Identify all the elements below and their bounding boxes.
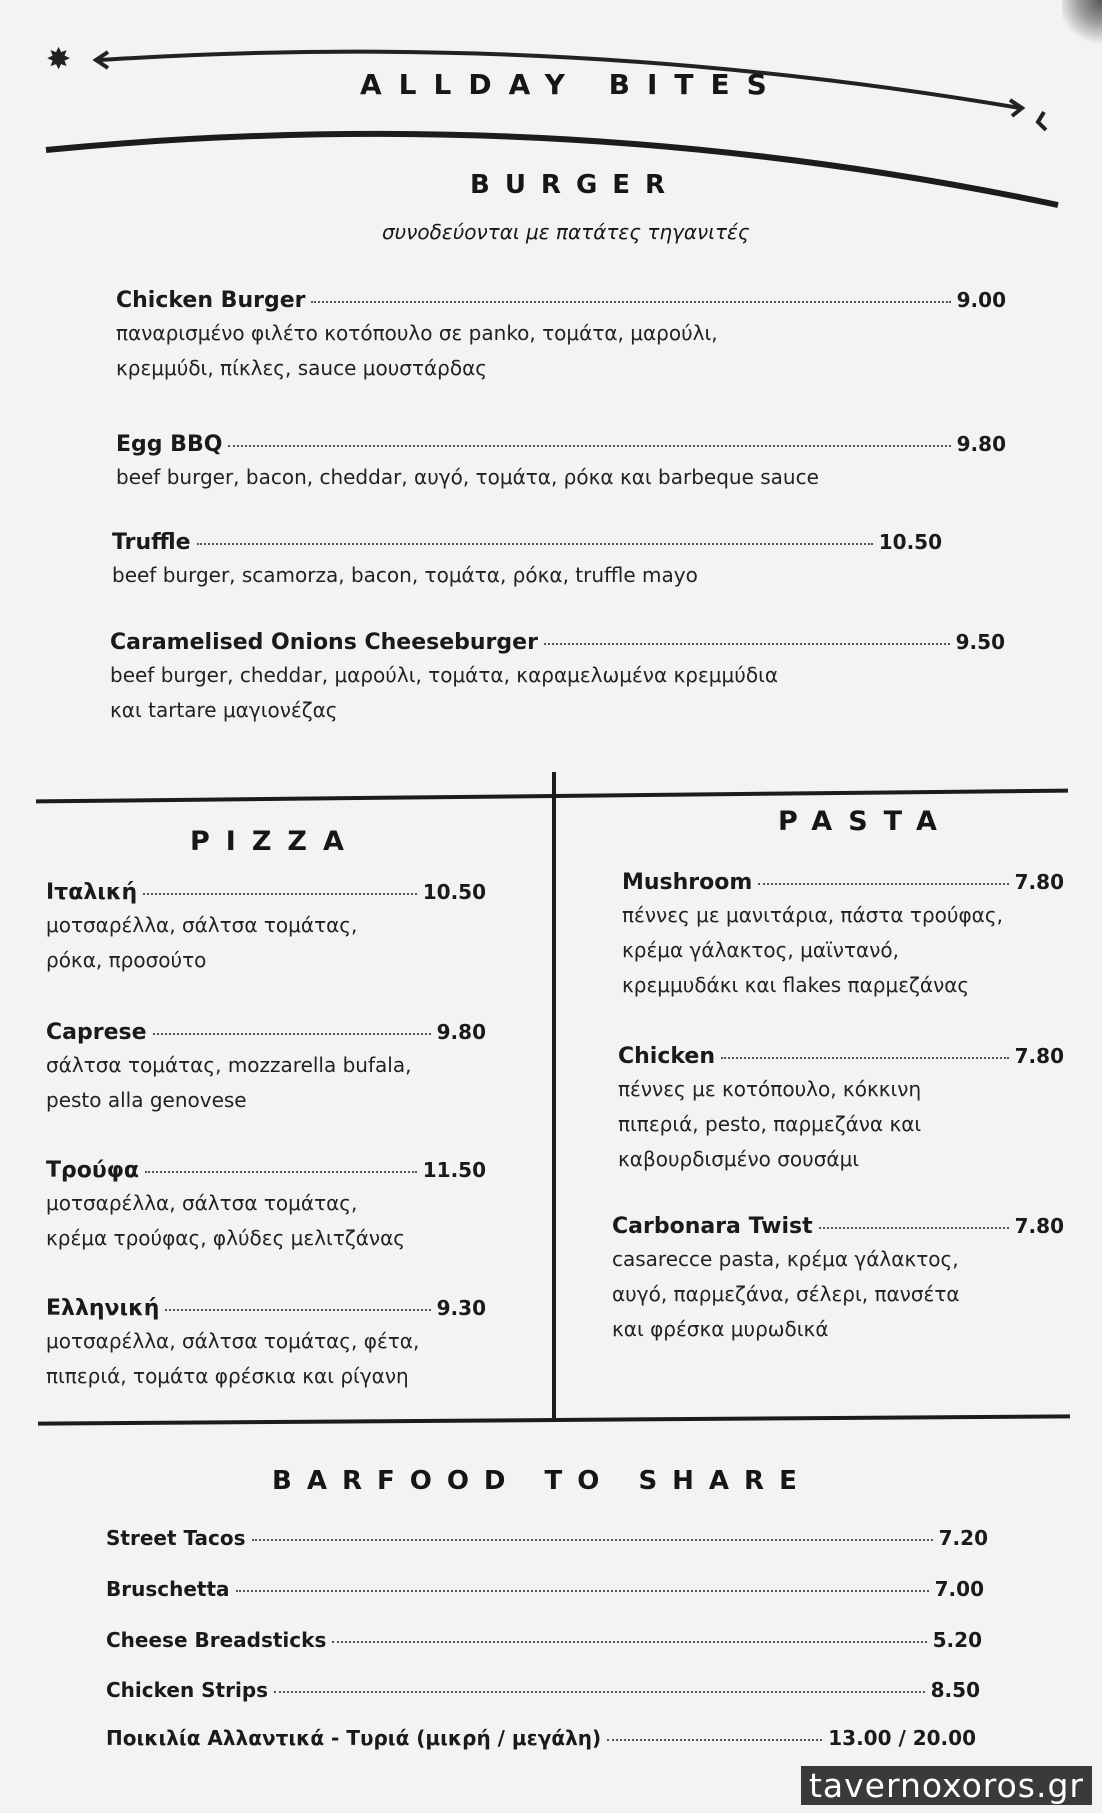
item-name: Caprese — [46, 1020, 147, 1045]
share-item — [106, 1577, 984, 1601]
desc-line-1: μοτσαρέλλα, σάλτσα τομάτας, — [46, 1191, 358, 1215]
burger-item — [116, 432, 1006, 495]
desc-line-2: κρέμα τρούφας, φλύδες μελιτζάνας — [46, 1226, 406, 1250]
burger-section-title: BURGER — [470, 170, 681, 200]
desc-line-1: beef burger, bacon, cheddar, αυγό, τομάτα, ρόκα και barbeque sauce — [116, 465, 819, 489]
dotted-leader — [607, 1739, 822, 1741]
item-price: 9.80 — [956, 432, 1006, 456]
item-price: 7.80 — [1014, 870, 1064, 894]
item-price: 9.80 — [436, 1020, 486, 1044]
star-icon: ✸ — [46, 42, 72, 77]
dotted-leader — [721, 1057, 1009, 1059]
item-name: Ελληνική — [46, 1296, 160, 1321]
share-item — [106, 1526, 988, 1550]
item-price: 11.50 — [422, 1158, 486, 1182]
item-name: Egg BBQ — [116, 432, 223, 457]
menu-title: ALLDAY BITES — [360, 68, 784, 101]
item-name: Chicken — [618, 1044, 716, 1069]
desc-line-1: παναρισμένο φιλέτο κοτόπουλο σε panko, τομάτα, μαρούλι, — [116, 321, 718, 345]
desc-line-2: πιπεριά, pesto, παρμεζάνα και — [618, 1112, 922, 1136]
desc-line-3: καβουρδισμένο σουσάμι — [618, 1147, 860, 1171]
item-description — [612, 1242, 1064, 1347]
item-description — [110, 658, 1005, 728]
item-price: 9.50 — [955, 630, 1005, 654]
pizza-item — [46, 1296, 486, 1394]
desc-line-2: πιπεριά, τομάτα φρέσκια και ρίγανη — [46, 1364, 409, 1388]
burger-item — [116, 288, 1006, 386]
item-price: 7.00 — [934, 1577, 984, 1601]
dotted-leader — [228, 445, 950, 447]
dotted-leader — [153, 1033, 431, 1035]
pasta-item — [612, 1214, 1064, 1347]
pizza-item — [46, 880, 486, 978]
dotted-leader — [252, 1539, 933, 1541]
desc-line-2: ρόκα, προσούτο — [46, 948, 207, 972]
pasta-item — [618, 1044, 1064, 1177]
dotted-leader — [197, 543, 873, 545]
desc-line-1: beef burger, cheddar, μαρούλι, τομάτα, καραμελωμένα κρεμμύδια — [110, 663, 779, 687]
desc-line-2: και tartare μαγιονέζας — [110, 698, 338, 722]
desc-line-2: pesto alla genovese — [46, 1088, 247, 1112]
desc-line-2: αυγό, παρμεζάνα, σέλερι, πανσέτα — [612, 1282, 960, 1306]
item-name: Ιταλική — [46, 880, 138, 905]
item-name: Caramelised Onions Cheeseburger — [110, 630, 538, 655]
share-item — [106, 1628, 982, 1652]
item-description — [618, 1072, 1064, 1177]
item-price: 10.50 — [878, 530, 942, 554]
desc-line-2: κρεμμύδι, πίκλες, sauce μουστάρδας — [116, 356, 488, 380]
item-price: 7.20 — [938, 1526, 988, 1550]
burger-item — [112, 530, 942, 593]
desc-line-1: πέννες με κοτόπουλο, κόκκινη — [618, 1077, 922, 1101]
barfood-section-title: BARFOOD TO SHARE — [272, 1466, 812, 1496]
desc-line-1: μοτσαρέλλα, σάλτσα τομάτας, φέτα, — [46, 1329, 420, 1353]
burger-subtitle: συνοδεύονται με πατάτες τηγανιτές — [382, 220, 750, 244]
dotted-leader — [143, 893, 417, 895]
item-name: Truffle — [112, 530, 191, 555]
dotted-leader — [145, 1171, 417, 1173]
desc-line-1: casarecce pasta, κρέμα γάλακτος, — [612, 1247, 959, 1271]
dotted-leader — [819, 1227, 1009, 1229]
dotted-leader — [165, 1309, 430, 1311]
dotted-leader — [332, 1641, 926, 1643]
column-divider — [552, 772, 556, 1422]
site-watermark: tavernoxoros.gr — [801, 1766, 1092, 1805]
desc-line-3: και φρέσκα μυρωδικά — [612, 1317, 829, 1341]
item-price: 5.20 — [932, 1628, 982, 1652]
share-item — [106, 1678, 980, 1702]
dotted-leader — [236, 1590, 929, 1592]
item-price: 9.30 — [436, 1296, 486, 1320]
bracket-icon — [1038, 112, 1046, 130]
item-name: Chicken Strips — [106, 1678, 269, 1702]
item-name: Chicken Burger — [116, 288, 306, 313]
item-price: 10.50 — [422, 880, 486, 904]
dotted-leader — [758, 883, 1008, 885]
item-name: Τρούφα — [46, 1158, 140, 1183]
burger-item — [110, 630, 1005, 728]
item-name: Ποικιλία Αλλαντικά - Τυριά (μικρή / μεγάλη) — [106, 1726, 602, 1750]
dotted-leader — [544, 643, 950, 645]
item-price: 13.00 / 20.00 — [828, 1726, 976, 1750]
pizza-section-title: PIZZA — [190, 826, 360, 857]
item-price: 7.80 — [1014, 1044, 1064, 1068]
item-description — [46, 1186, 486, 1256]
desc-line-1: beef burger, scamorza, bacon, τομάτα, ρόκα, truffle mayo — [112, 563, 698, 587]
item-name: Street Tacos — [106, 1526, 246, 1550]
desc-line-2: κρέμα γάλακτος, μαϊντανό, — [622, 938, 899, 962]
item-name: Bruschetta — [106, 1577, 230, 1601]
desc-line-1: πέννες με μανιτάρια, πάστα τρούφας, — [622, 903, 1003, 927]
item-description — [46, 908, 486, 978]
dotted-leader — [311, 301, 950, 303]
item-price: 8.50 — [930, 1678, 980, 1702]
dotted-leader — [274, 1691, 925, 1693]
item-price: 7.80 — [1014, 1214, 1064, 1238]
share-item — [106, 1726, 976, 1750]
item-price: 9.00 — [956, 288, 1006, 312]
desc-line-1: σάλτσα τομάτας, mozzarella bufala, — [46, 1053, 412, 1077]
desc-line-3: κρεμμυδάκι και flakes παρμεζάνας — [622, 973, 970, 997]
pasta-item — [622, 870, 1064, 1003]
item-name: Carbonara Twist — [612, 1214, 813, 1239]
pasta-section-title: PASTA — [778, 806, 953, 837]
item-description — [112, 558, 942, 593]
item-description — [46, 1324, 486, 1394]
item-name: Mushroom — [622, 870, 753, 895]
desc-line-1: μοτσαρέλλα, σάλτσα τομάτας, — [46, 913, 358, 937]
item-description — [116, 460, 1006, 495]
item-description — [116, 316, 1006, 386]
item-description — [622, 898, 1064, 1003]
item-name: Cheese Breadsticks — [106, 1628, 327, 1652]
pizza-item — [46, 1020, 486, 1118]
item-description — [46, 1048, 486, 1118]
pizza-item — [46, 1158, 486, 1256]
